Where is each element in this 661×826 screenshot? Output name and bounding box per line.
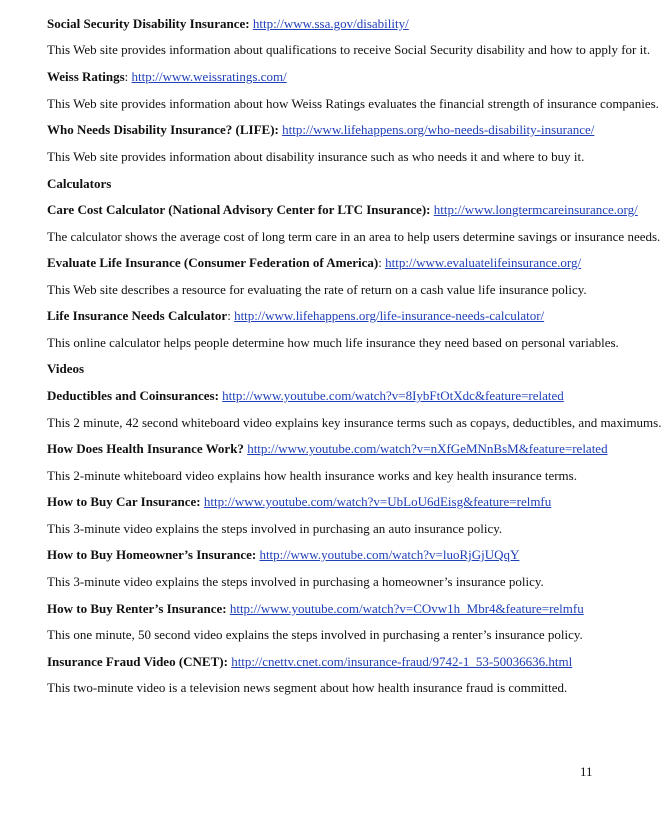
entry-link[interactable]: http://www.youtube.com/watch?v=nXfGeMNnBsM&feature=related [247, 441, 608, 456]
entry-description: This two-minute video is a television news segment about how health insurance fraud is committed. [47, 680, 568, 695]
entry-heading [47, 202, 638, 218]
section-heading-calculators: Calculators [47, 176, 112, 191]
entry-heading [47, 308, 608, 324]
entry-link[interactable]: http://www.youtube.com/watch?v=8IybFtOtXdc&feature=related [222, 388, 564, 403]
entry-description: This 2-minute whiteboard video explains how health insurance works and key health insurance terms. [47, 468, 577, 483]
entry-heading [47, 388, 608, 404]
entry-title: Who Needs Disability Insurance? (LIFE): [47, 122, 279, 137]
entry-description: This online calculator helps people determine how much life insurance they need based on personal variables. [47, 335, 619, 350]
entry-title: Deductibles and Coinsurances: [47, 388, 219, 403]
entry-heading [47, 654, 608, 670]
entry-description: This Web site provides information about how Weiss Ratings evaluates the financial strength of insurance companies. [47, 96, 659, 111]
entry-description: This 3-minute video explains the steps involved in purchasing an auto insurance policy. [47, 521, 503, 536]
entry-title: Social Security Disability Insurance: [47, 16, 250, 31]
entry-link[interactable]: http://www.longtermcareinsurance.org/ [433, 202, 638, 217]
page-number: 11 [580, 764, 593, 779]
entry-title: How to Buy Renter’s Insurance: [47, 601, 227, 616]
entry-link[interactable]: http://www.evaluatelifeinsurance.org/ [385, 255, 582, 270]
entry-description: The calculator shows the average cost of long term care in an area to help users determine savings or insurance needs. [47, 229, 661, 244]
entry-link[interactable]: http://www.ssa.gov/disability/ [252, 16, 409, 31]
entry-title: How Does Health Insurance Work? [47, 441, 244, 456]
entry-title: Weiss Ratings [47, 69, 125, 84]
entry-description: This 3-minute video explains the steps involved in purchasing a homeowner’s insurance policy. [47, 574, 544, 589]
entry-heading [47, 494, 608, 510]
entry-link[interactable]: http://www.lifehappens.org/life-insurance-needs-calculator/ [234, 308, 545, 323]
entry-separator: : [124, 69, 132, 84]
entry-description: This 2 minute, 42 second whiteboard video explains key insurance terms such as copays, deductibles, and maximums. [47, 415, 661, 430]
entry-title: How to Buy Homeowner’s Insurance: [47, 547, 257, 562]
entry-link[interactable]: http://www.lifehappens.org/who-needs-disability-insurance/ [282, 122, 595, 137]
entry-description: This one minute, 50 second video explains the steps involved in purchasing a renter’s insurance policy. [47, 627, 583, 642]
entry-heading [47, 69, 608, 85]
entry-link[interactable]: http://www.youtube.com/watch?v=UbLoU6dEisg&feature=relmfu [203, 494, 552, 509]
entry-link[interactable]: http://www.youtube.com/watch?v=luoRjGjUQqY [259, 547, 520, 562]
entry-heading [47, 601, 608, 617]
entry-title: Insurance Fraud Video (CNET): [47, 654, 228, 669]
entry-title: Evaluate Life Insurance (Consumer Federation of America) [47, 255, 379, 270]
entry-link[interactable]: http://www.youtube.com/watch?v=COvw1h_Mbr4&feature=relmfu [229, 601, 584, 616]
entry-description: This Web site provides information about qualifications to receive Social Security disability and how to apply for it. [47, 42, 651, 57]
entry-heading [47, 547, 608, 563]
entry-title: Life Insurance Needs Calculator [47, 308, 228, 323]
entry-heading [47, 441, 608, 457]
entry-link[interactable]: http://www.weissratings.com/ [131, 69, 287, 84]
entry-heading [47, 16, 608, 32]
section-heading-videos: Videos [47, 361, 85, 376]
entry-description: This Web site describes a resource for evaluating the rate of return on a cash value life insurance policy. [47, 282, 587, 297]
entry-description: This Web site provides information about disability insurance such as who needs it and where to buy it. [47, 149, 585, 164]
entry-link[interactable]: http://cnettv.cnet.com/insurance-fraud/9742-1_53-50036636.html [231, 654, 573, 669]
entry-heading [47, 255, 608, 271]
entry-title: How to Buy Car Insurance: [47, 494, 201, 509]
entry-separator: : [378, 255, 386, 270]
entry-heading [47, 122, 608, 138]
entry-separator: : [227, 308, 235, 323]
entry-title: Care Cost Calculator (National Advisory Center for LTC Insurance): [47, 202, 431, 217]
